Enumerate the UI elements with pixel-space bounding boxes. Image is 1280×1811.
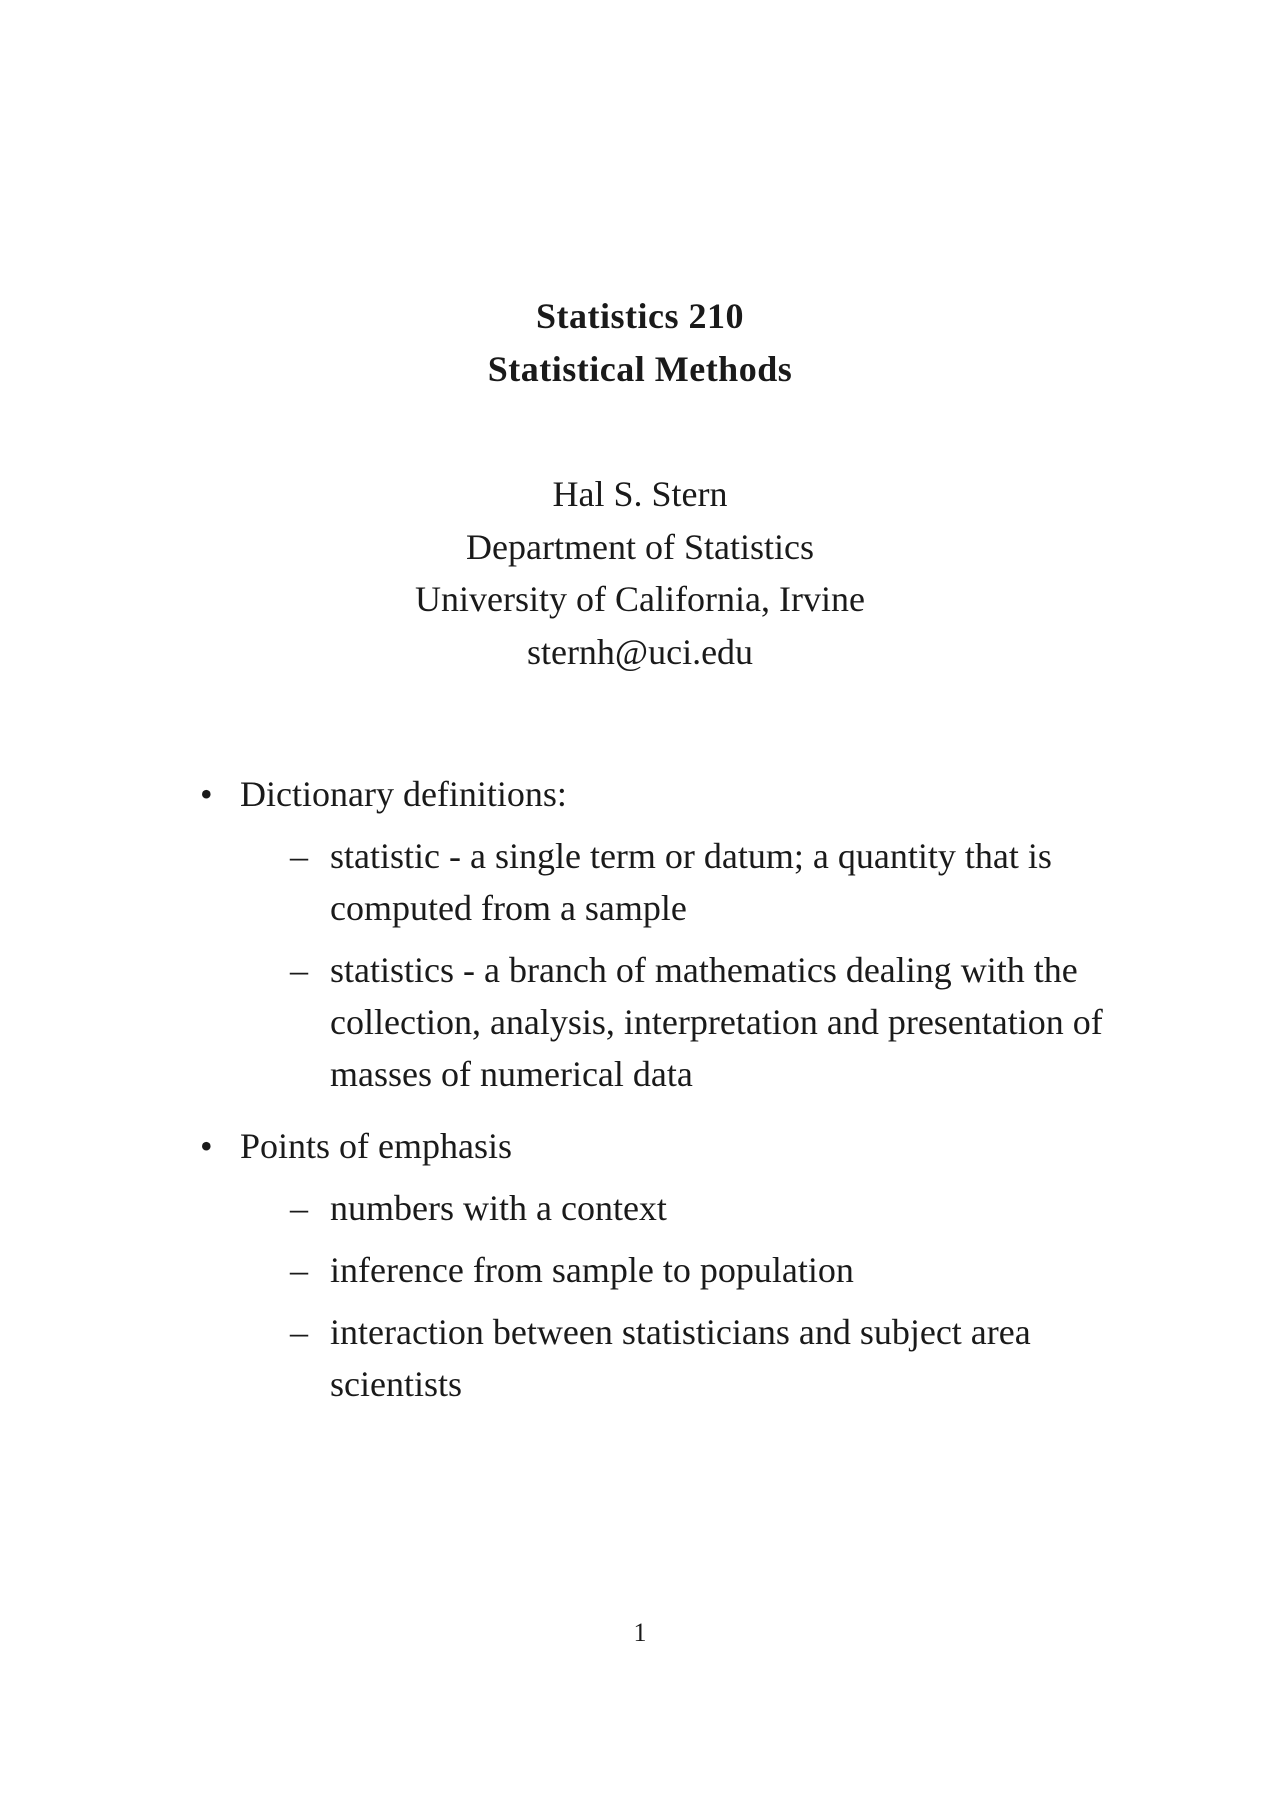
- sub-item-text: interaction between statisticians and subject area scientists: [330, 1312, 1031, 1404]
- author-email: sternh@uci.edu: [526, 631, 754, 672]
- sub-item-text: statistic - a single term or datum; a quantity that is computed from a sample: [330, 836, 1052, 928]
- author-name: Hal S. Stern: [552, 474, 728, 514]
- dash-icon: –: [290, 1188, 308, 1228]
- sub-item: [240, 1244, 1160, 1296]
- dash-icon: –: [290, 1250, 308, 1290]
- sub-list: [240, 830, 1160, 1100]
- dash-icon: –: [290, 950, 308, 990]
- dash-icon: –: [290, 836, 308, 876]
- dash-icon: –: [290, 1312, 308, 1352]
- bullet-heading: Dictionary definitions:: [240, 774, 567, 814]
- course-title: Statistical Methods: [487, 349, 793, 389]
- bullet-item-definitions: [200, 768, 1160, 1100]
- page-number: 1: [633, 1618, 647, 1647]
- bullet-icon: •: [200, 1126, 213, 1166]
- course-number: Statistics 210: [536, 296, 744, 336]
- bullet-icon: •: [200, 774, 213, 814]
- sub-item-text: numbers with a context: [330, 1188, 667, 1228]
- sub-item-text: inference from sample to population: [330, 1250, 854, 1290]
- bullet-list: [200, 768, 1160, 1410]
- title-block: [0, 290, 1280, 396]
- sub-item: [240, 1182, 1160, 1234]
- author-department: Department of Statistics: [466, 526, 814, 567]
- author-university: University of California, Irvine: [415, 579, 865, 619]
- bullet-item-emphasis: [200, 1120, 1160, 1410]
- sub-item-text: statistics - a branch of mathematics dealing with the collection, analysis, interpretation and presentation of masses of numerical data: [330, 950, 1103, 1094]
- sub-list: [240, 1182, 1160, 1410]
- sub-item: [240, 944, 1160, 1100]
- sub-item: [240, 830, 1160, 934]
- author-block: [0, 468, 1280, 678]
- sub-item: [240, 1306, 1160, 1410]
- bullet-heading: Points of emphasis: [240, 1126, 513, 1166]
